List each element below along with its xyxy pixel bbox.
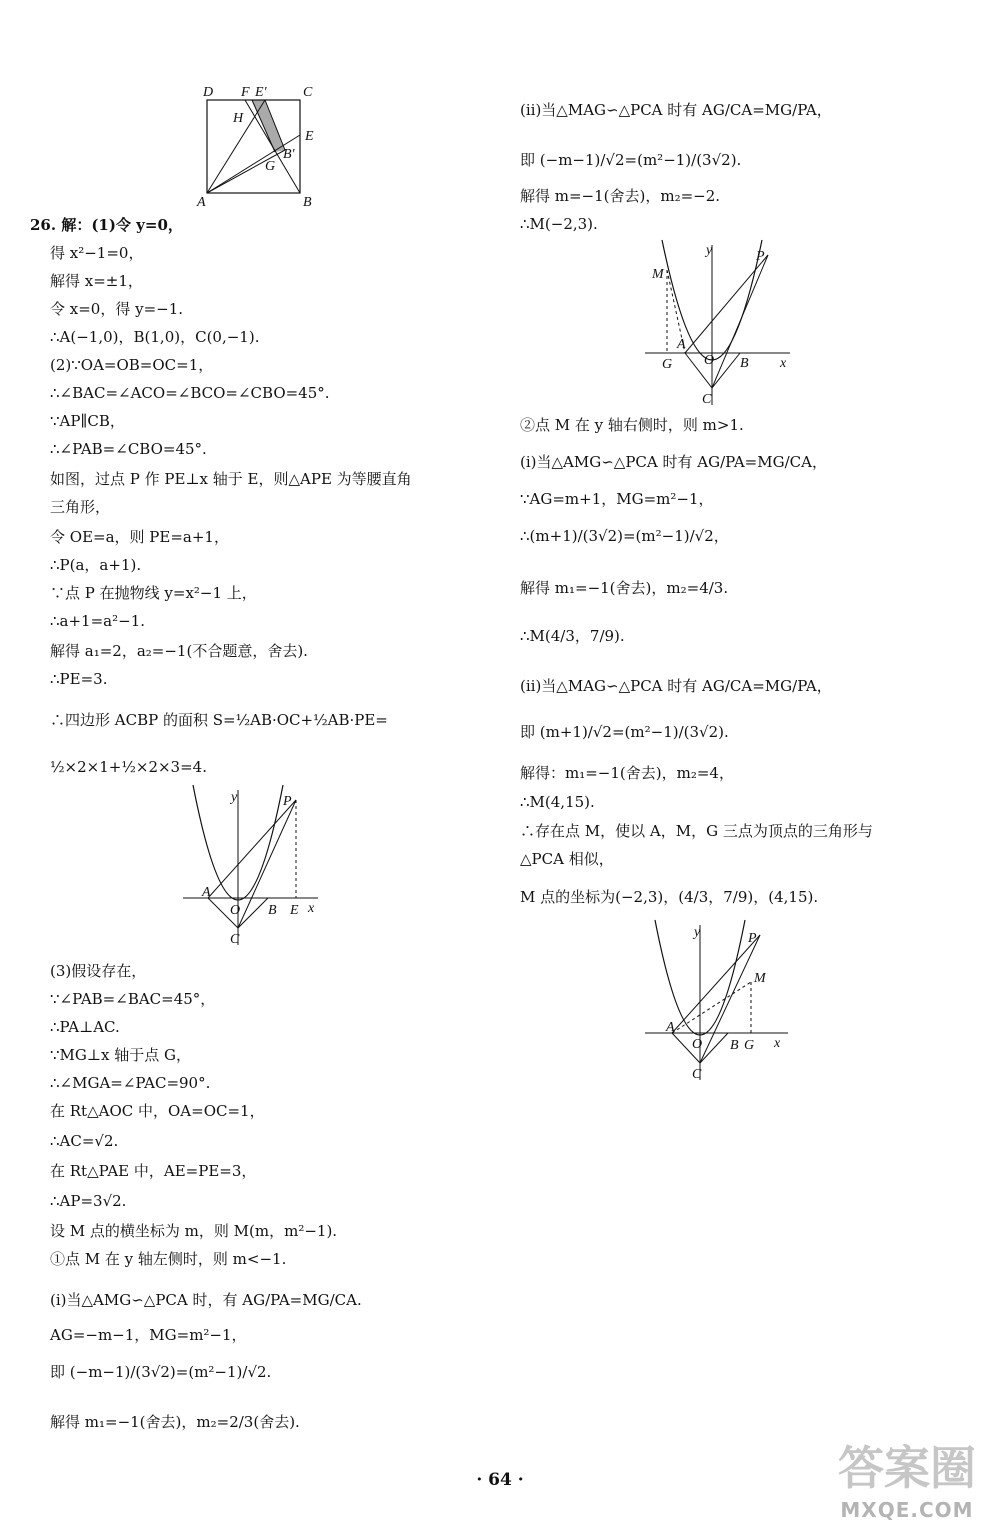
solution-line: AG=−m−1，MG=m²−1， <box>50 1326 247 1344</box>
solution-line: ∴a+1=a²−1. <box>50 612 146 630</box>
label-b-prime: B′ <box>283 147 295 162</box>
solution-line: 解得 a₁=2，a₂=−1(不合题意，舍去). <box>50 642 308 660</box>
watermark <box>822 1440 992 1525</box>
solution-line: ∴AP=3√2. <box>50 1192 127 1210</box>
label-h: H <box>233 111 244 126</box>
label-x: x <box>774 1036 781 1051</box>
solution-line: 解得 m₁=−1(舍去)，m₂=2/3(舍去). <box>50 1413 300 1431</box>
solution-line: (ⅱ)当△MAG∽△PCA 时有 AG/CA=MG/PA， <box>520 101 832 119</box>
solution-line: ∴P(a，a+1). <box>50 556 142 574</box>
solution-line: 设 M 点的横坐标为 m，则 M(m，m²−1). <box>50 1222 338 1240</box>
solution-line: ∴A(−1,0)，B(1,0)，C(0,−1). <box>50 328 260 346</box>
label-c: C <box>230 932 240 947</box>
label-b: B <box>268 903 277 918</box>
solution-line: M 点的坐标为(−2,3)，(4/3，7/9)，(4,15). <box>520 888 819 906</box>
solution-line: ∴存在点 M，使以 A，M，G 三点为顶点的三角形与 <box>520 822 873 840</box>
solution-line: 解得：m₁=−1(舍去)，m₂=4， <box>520 764 734 782</box>
solution-line: 解得 m=−1(舍去)，m₂=−2. <box>520 187 721 205</box>
label-p: P <box>748 931 757 946</box>
solution-line: ②点 M 在 y 轴右侧时，则 m>1. <box>520 416 744 434</box>
solution-line: ∴(m+1)/(3√2)=(m²−1)/√2， <box>520 527 729 545</box>
label-b: B <box>740 356 749 371</box>
solution-line: ½×2×1+½×2×3=4. <box>50 758 207 776</box>
watermark-logo: 答案圈 <box>838 1441 976 1495</box>
solution-line: 得 x²−1=0， <box>50 244 144 262</box>
solution-line: (2)∵OA=OB=OC=1， <box>50 356 214 374</box>
label-g: G <box>265 159 276 174</box>
solution-line: ∵MG⊥x 轴于点 G， <box>50 1046 191 1064</box>
solution-line: 三角形， <box>50 498 111 516</box>
label-b: B <box>303 195 312 210</box>
page-number: · 64 · <box>476 1470 524 1490</box>
label-d: D <box>203 85 214 100</box>
solution-line: ∵AP∥CB， <box>50 412 125 430</box>
label-f: F <box>241 85 250 100</box>
solution-line: 令 x=0，得 y=−1. <box>50 300 184 318</box>
solution-line: ∴∠BAC=∠ACO=∠BCO=∠CBO=45°. <box>50 384 330 402</box>
label-p: P <box>756 249 765 264</box>
solution-line: 解得 m₁=−1(舍去)，m₂=4/3. <box>520 579 729 597</box>
solution-line: 令 OE=a，则 PE=a+1， <box>50 528 229 546</box>
label-o: O <box>704 353 715 368</box>
line-cb <box>712 353 740 388</box>
square-figure <box>195 80 325 210</box>
label-c: C <box>702 392 712 407</box>
solution-line: ∴四边形 ACBP 的面积 S=½AB·OC+½AB·PE= <box>50 711 388 729</box>
solution-line: ∴PA⊥AC. <box>50 1018 120 1036</box>
line-ae <box>207 135 300 193</box>
solution-line: (3)假设存在， <box>50 962 147 980</box>
label-c: C <box>303 85 313 100</box>
solution-line: ∴AC=√2. <box>50 1132 119 1150</box>
label-g: G <box>662 357 673 372</box>
solution-line: ∴M(4,15). <box>520 793 595 811</box>
line-ap <box>672 935 760 1033</box>
line-cb <box>238 898 268 928</box>
line-ap <box>685 255 768 353</box>
label-a: A <box>677 337 686 352</box>
solution-line: 解得 x=±1， <box>50 272 143 290</box>
solution-line: 在 Rt△PAE 中，AE=PE=3， <box>50 1162 257 1180</box>
label-a: A <box>666 1020 675 1035</box>
label-b: B <box>730 1038 739 1053</box>
solution-line: ∴M(−2,3). <box>520 215 598 233</box>
solution-line: (ⅱ)当△MAG∽△PCA 时有 AG/CA=MG/PA， <box>520 677 832 695</box>
line-cb <box>700 1033 728 1063</box>
solution-line: ∵点 P 在抛物线 y=x²−1 上， <box>50 584 257 602</box>
solution-line: 在 Rt△AOC 中，OA=OC=1， <box>50 1102 265 1120</box>
label-e: E <box>290 903 299 918</box>
label-p: P <box>283 794 292 809</box>
solution-line: ∴∠PAB=∠CBO=45°. <box>50 440 207 458</box>
solution-line: 即 (−m−1)/√2=(m²−1)/(3√2). <box>520 151 742 169</box>
label-x: x <box>308 901 315 916</box>
label-e-prime: E′ <box>255 85 267 100</box>
solution-line: ∴M(4/3，7/9). <box>520 627 625 645</box>
label-o: O <box>692 1037 703 1052</box>
parabola-figure-3 <box>640 920 800 1085</box>
label-m: M <box>754 971 766 986</box>
label-y: y <box>231 790 238 805</box>
solution-line: (ⅰ)当△AMG∽△PCA 时有 AG/PA=MG/CA， <box>520 453 827 471</box>
solution-line: ∴PE=3. <box>50 670 108 688</box>
label-m: M <box>652 267 664 282</box>
solution-line: ①点 M 在 y 轴左侧时，则 m<−1. <box>50 1250 287 1268</box>
label-e: E <box>305 129 314 144</box>
line-ap <box>208 800 296 898</box>
solution-line: 如图，过点 P 作 PE⊥x 轴于 E，则△APE 为等腰直角 <box>50 470 412 488</box>
label-y: y <box>694 925 701 940</box>
solution-line: ∴∠MGA=∠PAC=90°. <box>50 1074 211 1092</box>
label-a: A <box>197 195 206 210</box>
label-o: O <box>230 903 241 918</box>
line-cp <box>238 800 296 928</box>
solution-line: 即 (m+1)/√2=(m²−1)/(3√2). <box>520 723 729 741</box>
solution-line: (ⅰ)当△AMG∽△PCA 时，有 AG/PA=MG/CA. <box>50 1291 362 1309</box>
parabola-figure-2 <box>640 240 800 410</box>
solution-line: ∵AG=m+1，MG=m²−1， <box>520 490 714 508</box>
label-y: y <box>706 243 713 258</box>
solution-line: 即 (−m−1)/(3√2)=(m²−1)/√2. <box>50 1363 272 1381</box>
label-x: x <box>780 356 787 371</box>
watermark-site: MXQE.COM <box>840 1498 974 1522</box>
parabola-figure-1 <box>178 785 338 950</box>
label-g: G <box>744 1038 755 1053</box>
question-26-heading: 26. 解：(1)令 y=0， <box>30 216 183 234</box>
label-a: A <box>202 885 211 900</box>
label-c: C <box>692 1067 702 1082</box>
solution-line: ∵∠PAB=∠BAC=45°， <box>50 990 216 1008</box>
solution-line: △PCA 相似， <box>520 850 614 868</box>
